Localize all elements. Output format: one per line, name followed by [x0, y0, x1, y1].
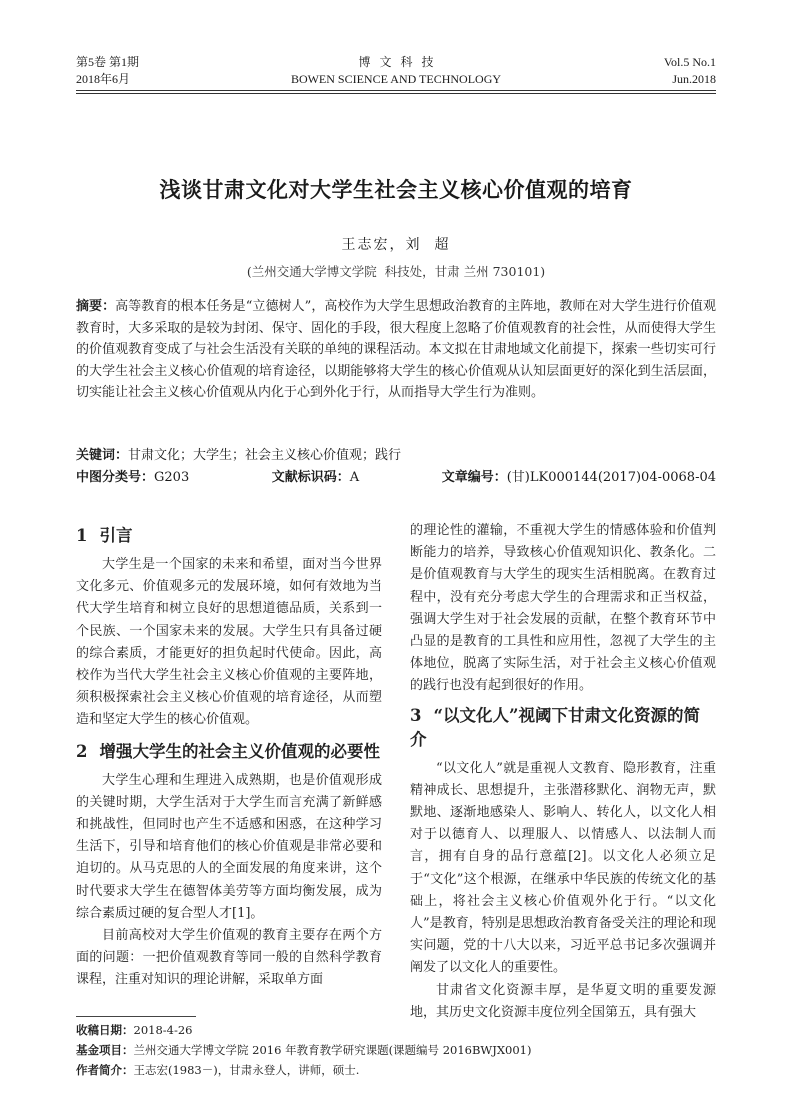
abstract-text: 高等教育的根本任务是“立德树人”，高校作为大学生思想政治教育的主阵地，教师在对大学生进行价值观教育时，大多采取的是较为封闭、保守、固化的手段，很大程度上忽略了价值观教育的社会性，从而使得大学生的价值观教育变成了与社会生活没有关联的单纯的课程活动。本文拟在甘肃地域文化前提下，探索一些切实可行的大学生社会主义核心价值观的培育途径，以期能够将大学生的核心价值观从认知层面更好的深化到生活层面，切实能让社会主义核心价值观从内化于心到外化于行，从而指导大学生行为准则。	[76, 299, 716, 400]
volume-issue-en: Vol.5 No.1	[663, 55, 716, 69]
date-en: Jun.2018	[672, 72, 716, 86]
section-title: 引言	[99, 526, 133, 545]
article-number-label: 文章编号：	[441, 470, 507, 485]
paragraph: 甘肃省文化资源丰厚，是华夏文明的重要发源地，其历史文化资源丰度位列全国第五，具有强大	[410, 982, 716, 1020]
clc-number	[76, 466, 189, 485]
fund-label: 基金项目：	[76, 1043, 134, 1057]
section-title: 增强大学生的社会主义价值观的必要性	[99, 741, 380, 761]
body-column-left	[76, 520, 382, 992]
header-rule-bottom	[76, 93, 716, 94]
paper-authors: 王志宏，刘 超	[341, 237, 451, 253]
article-number-value: (甘)LK000144(2017)04-0068-04	[506, 470, 716, 485]
author-bio-value: 王志宏(1983－)，甘肃永登人，讲师，硕士.	[133, 1063, 360, 1077]
footnote-author	[76, 1062, 359, 1078]
received-label: 收稿日期：	[76, 1023, 134, 1037]
running-header-right	[664, 54, 716, 88]
section-heading-3	[410, 704, 716, 752]
section-number: 2	[76, 741, 88, 761]
abstract	[76, 296, 716, 404]
paper-title: 浅谈甘肃文化对大学生社会主义核心价值观的培育	[159, 177, 633, 202]
footnote-rule	[76, 1016, 196, 1017]
section-number: 1	[76, 526, 88, 545]
journal-name-cn: 博 文 科 技	[358, 55, 434, 69]
section-number: 3	[410, 705, 422, 725]
footnote-received	[76, 1022, 193, 1038]
journal-name-en: BOWEN SCIENCE AND TECHNOLOGY	[290, 72, 502, 86]
paragraph: 大学生是一个国家的未来和希望，面对当今世界文化多元、价值观多元的发展环境，如何有效地为当代大学生培育和树立良好的思想道德品质，关系到一个民族、一个国家未来的发展。大学生只有具备过硬的综合素质，才能更好的担负起时代使命。因此，高校作为当代大学生社会主义核心价值观的主要阵地，须积极探索社会主义核心价值观的培育途径，从而塑造和坚定大学生的核心价值观。	[76, 557, 382, 728]
author-affiliation: (兰州交通大学博文学院 科技处，甘肃 兰州 730101)	[246, 264, 546, 279]
section-title: “以文化人”视阈下甘肃文化资源的简介	[410, 705, 700, 749]
section-heading-1	[76, 524, 382, 548]
author-bio-label: 作者简介：	[76, 1063, 134, 1077]
doc-code-label: 文献标识码：	[271, 470, 350, 485]
received-value: 2018-4-26	[133, 1023, 193, 1037]
section-heading-2	[76, 740, 382, 764]
volume-issue-cn: 第5卷 第1期	[76, 55, 140, 69]
footnote-fund	[76, 1042, 532, 1058]
clc-label: 中图分类号：	[76, 470, 155, 485]
paragraph: 大学生心理和生理进入成熟期，也是价值观形成的关键时期，大学生活对于大学生而言充满了新鲜感和挑战性，但同时也产生不适感和困惑，在这种学习生活下，引导和培育他们的核心价值观是非常必要和迫切的。从马克思的人的全面发展的角度来讲，这个时代要求大学生在德智体美劳等方面均衡发展，成为综合素质过硬的复合型人才[1]。	[76, 772, 382, 921]
body-column-right	[410, 520, 716, 1024]
document-code	[272, 466, 359, 485]
header-rule-top	[76, 90, 716, 91]
paragraph: 的理论性的灌输，不重视大学生的情感体验和价值判断能力的培养，导致核心价值观知识化、教条化。二是价值观教育与大学生的现实生活相脱离。在教育过程中，没有充分考虑大学生的合理需求和正当权益，强调大学生对于社会发展的贡献，在整个教育环节中凸显的是教育的工具性和应用性，忽视了大学生的主体地位，脱离了实际生活，对于社会主义核心价值观的践行也没有起到很好的作用。	[410, 523, 716, 694]
article-number	[442, 466, 716, 485]
fund-value: 兰州交通大学博文学院 2016 年教育教学研究课题(课题编号 2016BWJX001)	[133, 1043, 532, 1057]
abstract-label: 摘要：	[76, 299, 116, 314]
keywords	[76, 444, 716, 463]
keywords-label: 关键词：	[76, 448, 129, 463]
keywords-text: 甘肃文化；大学生；社会主义核心价值观；践行	[128, 448, 402, 463]
doc-code-value: A	[349, 470, 360, 485]
paragraph: “以文化人”就是重视人文教育、隐形教育，注重精神成长、思想提升，主张潜移默化、润物无声，默默地、逐渐地感染人、影响人、转化人，以文化人相对于以德育人、以理服人、以情感人、以法制人而言，拥有自身的品行意蕴[2]。以文化人必须立足于“文化”这个根源，在继承中华民族的传统文化的基础上，将社会主义核心价值观外化于行。“以文化人”是教育，特别是思想政治教育备受关注的理论和现实问题，党的十八大以来，习近平总书记多次强调并阐发了以文化人的重要性。	[410, 760, 716, 976]
date-cn: 2018年6月	[76, 72, 131, 86]
classification-line	[76, 466, 716, 485]
clc-value: G203	[154, 470, 190, 485]
paragraph: 目前高校对大学生价值观的教育主要存在两个方面的问题：一把价值观教育等同一般的自然科学教育课程，注重对知识的理论讲解，采取单方面	[76, 928, 382, 988]
